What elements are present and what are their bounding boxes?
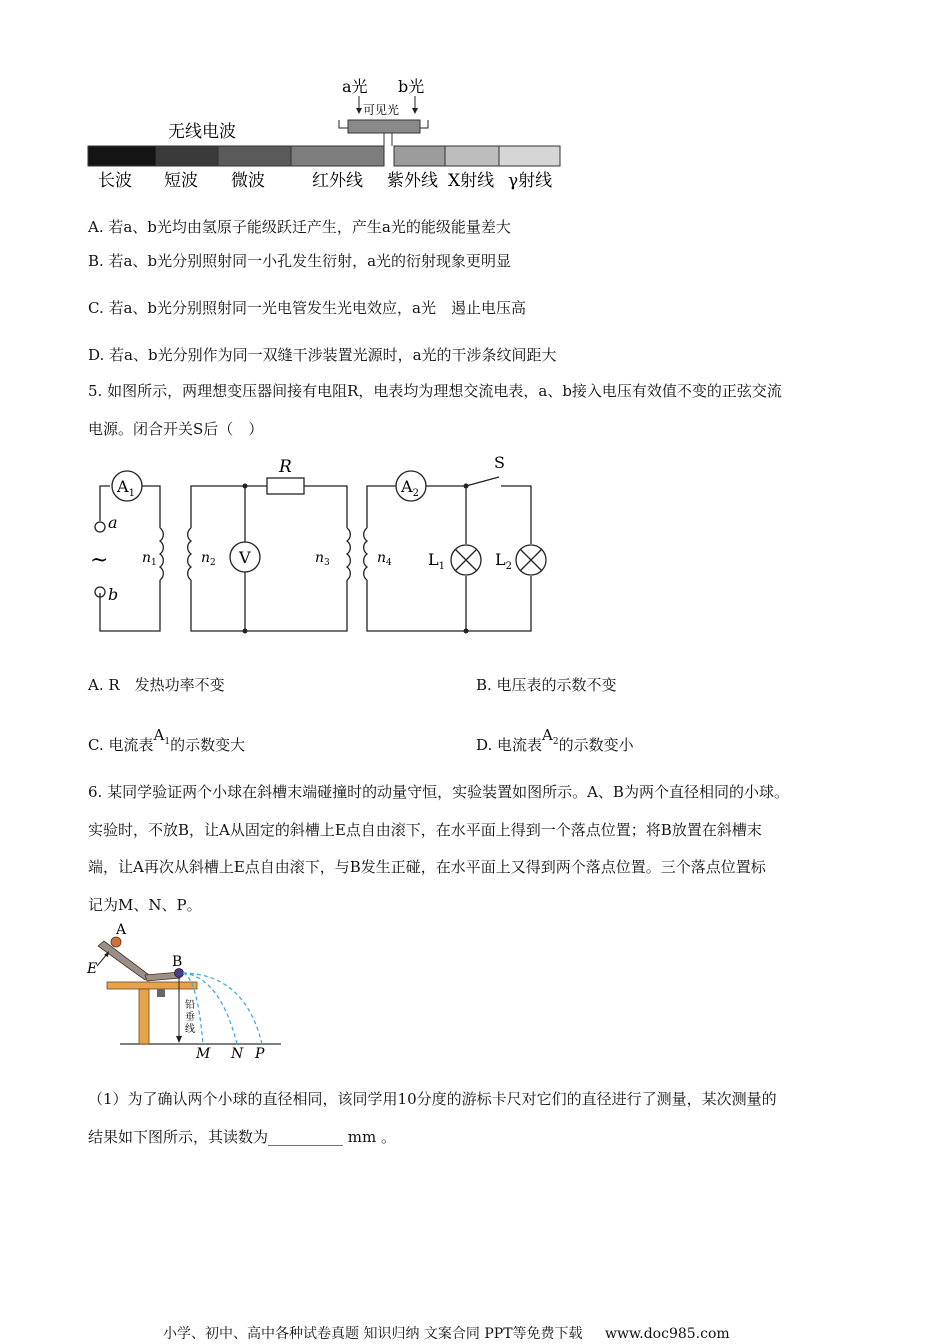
voltmeter-label: V bbox=[239, 548, 251, 567]
q5-option-c-post: 的示数变大 bbox=[170, 736, 246, 754]
q5-option-d[interactable] bbox=[476, 726, 634, 762]
q5-option-d-post: 的示数变小 bbox=[558, 736, 634, 754]
radio-waves-label: 无线电波 bbox=[168, 122, 236, 142]
band-ir bbox=[291, 146, 384, 166]
ball-b-label: B bbox=[172, 954, 183, 970]
q5-option-a[interactable]: A. R 发热功率不变 bbox=[88, 676, 225, 694]
band-micro bbox=[218, 146, 291, 166]
q5-option-c-pre: C. 电流表 bbox=[88, 736, 154, 754]
point-e-label: E bbox=[87, 961, 98, 977]
coil-n1-label: $n_1$ bbox=[142, 550, 157, 568]
band-label-gamma: γ射线 bbox=[508, 171, 553, 191]
unit-mm: mm 。 bbox=[343, 1128, 396, 1146]
ball-a-label: A bbox=[116, 922, 127, 938]
q6-stem-line3: 端，让A再次从斜槽上E点自由滚下，与B发生正碰，在水平面上又得到两个落点位置。三个落点位置标 bbox=[88, 858, 766, 876]
resistor-label: R bbox=[279, 457, 292, 477]
q5-option-b[interactable]: B. 电压表的示数不变 bbox=[476, 676, 617, 694]
band-uv bbox=[394, 146, 445, 166]
footer bbox=[163, 1323, 730, 1343]
lamp-l2-label: $L_2$ bbox=[495, 550, 512, 572]
b-light-label: b光 bbox=[398, 77, 425, 96]
band-short bbox=[156, 146, 218, 166]
answer-blank[interactable]: __________ bbox=[268, 1128, 344, 1146]
q6-sub1-line2 bbox=[88, 1127, 396, 1147]
spectrum-figure bbox=[80, 70, 570, 195]
q6-sub1-prefix: 结果如下图所示，其读数为 bbox=[88, 1128, 269, 1146]
ammeter-a2-symbol: $A_2$ bbox=[542, 726, 559, 747]
switch-label: S bbox=[494, 453, 505, 472]
ammeter-a1-label: $A_1$ bbox=[117, 477, 135, 499]
plumb-char-1: 铅 bbox=[185, 1000, 195, 1011]
q4-option-a[interactable]: A. 若a、b光均由氢原子能级跃迁产生，产生a光的能级能量差大 bbox=[88, 218, 511, 236]
point-n-label: N bbox=[231, 1046, 244, 1062]
band-label-uv: 紫外线 bbox=[387, 171, 438, 191]
band-label-xray: X射线 bbox=[448, 171, 495, 191]
q5-stem-line2: 电源。闭合开关S后（ ） bbox=[88, 420, 264, 438]
visible-band bbox=[348, 120, 420, 133]
q6-stem-line1: 6. 某同学验证两个小球在斜槽末端碰撞时的动量守恒，实验装置如图所示。A、B为两个直径相同的小球。 bbox=[88, 783, 789, 801]
q6-stem-line4: 记为M、N、P。 bbox=[88, 896, 202, 914]
q5-option-c[interactable] bbox=[88, 726, 246, 762]
q5-option-d-pre: D. 电流表 bbox=[476, 736, 543, 754]
q4-option-d[interactable]: D. 若a、b光分别作为同一双缝干涉装置光源时，a光的干涉条纹间距大 bbox=[88, 346, 557, 364]
q4-option-b[interactable]: B. 若a、b光分别照射同一小孔发生衍射，a光的衍射现象更明显 bbox=[88, 252, 512, 270]
ammeter-a2-label: $A_2$ bbox=[401, 477, 419, 499]
coil-n3-label: $n_3$ bbox=[315, 550, 330, 568]
band-label-short: 短波 bbox=[164, 171, 198, 191]
q4-option-c[interactable]: C. 若a、b光分别照射同一光电管发生光电效应，a光 遏止电压高 bbox=[88, 299, 526, 317]
plumb-char-2: 垂 bbox=[185, 1012, 195, 1023]
plumb-char-3: 线 bbox=[185, 1024, 195, 1035]
band-label-long: 长波 bbox=[98, 171, 132, 191]
collision-apparatus-figure bbox=[85, 922, 285, 1062]
point-p-label: P bbox=[255, 1046, 265, 1062]
lamp-l1-label: $L_1$ bbox=[428, 550, 445, 572]
footer-text: 小学、初中、高中各种试卷真题 知识归纳 文案合同 PPT等免费下载 bbox=[163, 1326, 583, 1342]
q5-stem-line1: 5. 如图所示，两理想变压器间接有电阻R，电表均为理想交流电表，a、b接入电压有效值不变的正弦交流 bbox=[88, 382, 782, 400]
terminal-a-label: a bbox=[108, 513, 118, 532]
visible-light-label: 可见光 bbox=[363, 103, 400, 117]
terminal-b-label: b bbox=[108, 585, 119, 604]
coil-n2-label: $n_2$ bbox=[201, 550, 216, 568]
band-label-micro: 微波 bbox=[231, 171, 265, 191]
q6-sub1-line1: （1）为了确认两个小球的直径相同，该同学用10分度的游标卡尺对它们的直径进行了测量，某次测量的 bbox=[88, 1090, 777, 1108]
point-m-label: M bbox=[196, 1046, 211, 1062]
ac-source-symbol: ~ bbox=[90, 548, 109, 573]
coil-n4-label: $n_4$ bbox=[377, 550, 392, 568]
spectrum-bar bbox=[88, 146, 560, 166]
a-light-label: a光 bbox=[342, 77, 368, 96]
footer-link[interactable]: www.doc985.com bbox=[604, 1326, 730, 1342]
ammeter-a1-symbol: $A_1$ bbox=[153, 726, 171, 747]
band-xray bbox=[445, 146, 499, 166]
band-label-ir: 红外线 bbox=[312, 171, 363, 191]
band-long bbox=[88, 146, 156, 166]
q6-stem-line2: 实验时，不放B，让A从固定的斜槽上E点自由滚下，在水平面上得到一个落点位置；将B放置在斜槽末 bbox=[88, 821, 762, 839]
band-gamma bbox=[499, 146, 560, 166]
transformer-circuit bbox=[88, 450, 558, 640]
